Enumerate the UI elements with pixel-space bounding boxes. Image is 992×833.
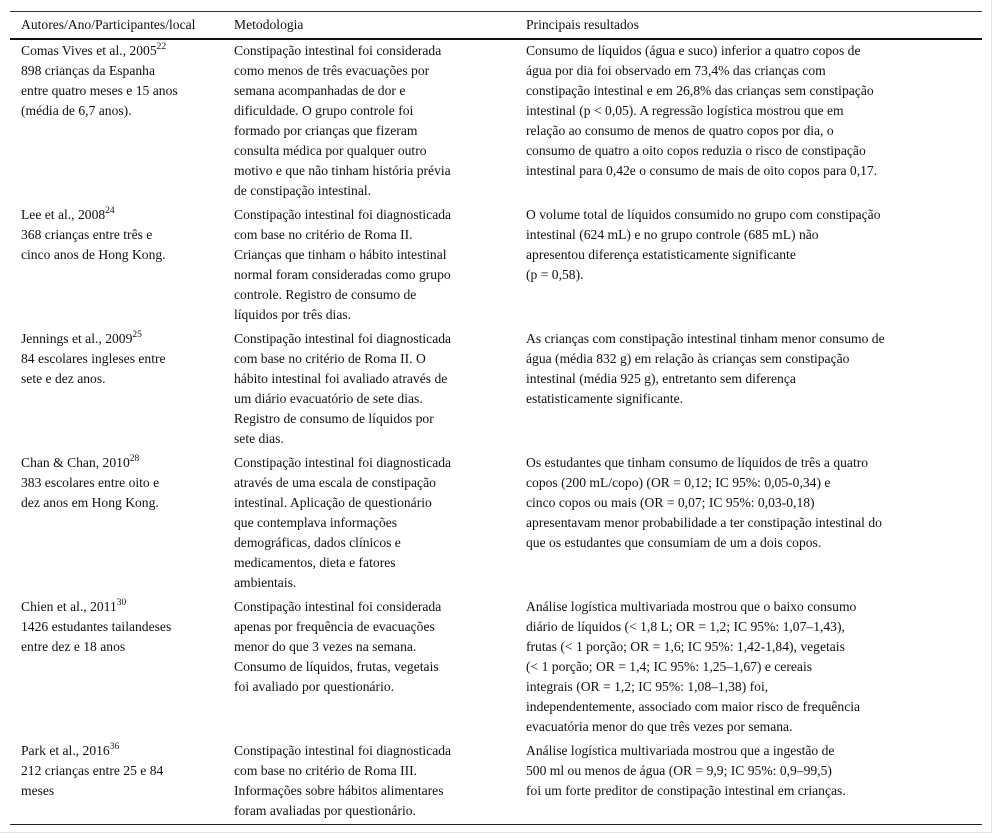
results-line: apresentavam menor probabilidade a ter constipação intestinal do	[526, 515, 882, 530]
author-name: Chan & Chan, 2010	[21, 455, 130, 470]
participants-line: 84 escolares ingleses entre	[21, 351, 166, 366]
header-results: Principais resultados	[526, 17, 639, 32]
cell-authors	[10, 329, 234, 449]
results-line: 500 ml ou menos de água (OR = 9,9; IC 95%: 0,9–99,5)	[526, 763, 832, 778]
method-line: com base no critério de Roma III.	[234, 763, 418, 778]
results-line: foi um forte preditor de constipação intestinal em crianças.	[526, 783, 846, 798]
results-line: estatisticamente significante.	[526, 391, 684, 406]
cell-methodology	[234, 597, 526, 737]
participants-line: meses	[21, 783, 55, 798]
table-body	[10, 40, 982, 824]
results-line: consumo de quatro a oito copos reduzia o risco de constipação	[526, 143, 866, 158]
cell-results	[526, 41, 982, 201]
method-line: formado por crianças que fizeram	[234, 123, 418, 138]
cell-methodology	[234, 453, 526, 593]
author-citation	[21, 329, 234, 349]
participants-line: cinco anos de Hong Kong.	[21, 247, 166, 262]
cell-methodology	[234, 205, 526, 325]
results-line: que os estudantes que consumiam de um a dois copos.	[526, 535, 822, 550]
results-line: frutas (< 1 porção; OR = 1,6; IC 95%: 1,42-1,84), vegetais	[526, 639, 845, 654]
table-row	[10, 740, 982, 824]
table-row	[10, 328, 982, 452]
reference-number: 24	[105, 206, 115, 216]
participants-line: sete e dez anos.	[21, 371, 106, 386]
cell-authors	[10, 205, 234, 325]
author-name: Lee et al., 2008	[21, 207, 106, 222]
method-line: intestinal. Aplicação de questionário	[234, 495, 432, 510]
table-header	[10, 12, 982, 40]
results-line: Análise logística multivariada mostrou que o baixo consumo	[526, 599, 857, 614]
method-line: Consumo de líquidos, frutas, vegetais	[234, 659, 439, 674]
reference-number: 30	[116, 598, 127, 608]
author-citation	[21, 205, 234, 225]
reference-number: 28	[129, 454, 140, 464]
participants-line: 898 crianças da Espanha	[21, 63, 155, 78]
results-line: relação ao consumo de menos de quatro copos por dia, o	[526, 123, 834, 138]
results-line: intestinal para 0,42e o consumo de mais de oito copos para 0,17.	[526, 163, 878, 178]
cell-authors	[10, 453, 234, 593]
method-line: com base no critério de Roma II.	[234, 227, 413, 242]
author-citation	[21, 597, 234, 617]
method-line: normal foram consideradas como grupo	[234, 267, 451, 282]
method-line: que contemplava informações	[234, 515, 398, 530]
results-line: (< 1 porção; OR = 1,4; IC 95%: 1,25–1,67) e cereais	[526, 659, 813, 674]
method-line: dificuldade. O grupo controle foi	[234, 103, 414, 118]
table-row	[10, 452, 982, 596]
method-line: Informações sobre hábitos alimentares	[234, 783, 444, 798]
author-name: Comas Vives et al., 2005	[21, 43, 157, 58]
participants-line: 212 crianças entre 25 e 84	[21, 763, 164, 778]
results-line: apresentou diferença estatisticamente significante	[526, 247, 796, 262]
header-authors: Autores/Ano/Participantes/local	[21, 17, 196, 32]
method-line: Constipação intestinal foi diagnosticada	[234, 743, 452, 758]
author-name: Chien et al., 2011	[21, 599, 117, 614]
results-line: constipação intestinal e em 26,8% das crianças sem constipação	[526, 83, 874, 98]
cell-methodology	[234, 41, 526, 201]
cell-results	[526, 329, 982, 449]
results-line: integrais (OR = 1,2; IC 95%: 1,08–1,38) foi,	[526, 679, 769, 694]
method-line: hábito intestinal foi avaliado através de	[234, 371, 448, 386]
method-line: líquidos por três dias.	[234, 307, 352, 322]
table-row	[10, 204, 982, 328]
method-line: Constipação intestinal foi diagnosticada	[234, 207, 452, 222]
table-row	[10, 40, 982, 204]
method-line: Constipação intestinal foi considerada	[234, 599, 442, 614]
reference-number: 25	[132, 330, 142, 340]
method-line: de constipação intestinal.	[234, 183, 372, 198]
results-line: Análise logística multivariada mostrou que a ingestão de	[526, 743, 835, 758]
results-line: cinco copos ou mais (OR = 0,07; IC 95%: 0,03-0,18)	[526, 495, 815, 510]
method-line: com base no critério de Roma II. O	[234, 351, 426, 366]
results-line: As crianças com constipação intestinal tinham menor consumo de	[526, 331, 885, 346]
participants-line: 368 crianças entre três e	[21, 227, 153, 242]
results-line: copos (200 mL/copo) (OR = 0,12; IC 95%: 0,05-0,34) e	[526, 475, 831, 490]
results-line: intestinal (média 925 g), entretanto sem diferença	[526, 371, 796, 386]
method-line: como menos de três evacuações por	[234, 63, 430, 78]
results-line: diário de líquidos (< 1,8 L; OR = 1,2; IC 95%: 1,07–1,43),	[526, 619, 845, 634]
cell-methodology	[234, 329, 526, 449]
cell-results	[526, 597, 982, 737]
method-line: Constipação intestinal foi considerada	[234, 43, 442, 58]
method-line: menor do que 3 vezes na semana.	[234, 639, 417, 654]
method-line: medicamentos, dieta e fatores	[234, 555, 396, 570]
method-line: foi avaliado por questionário.	[234, 679, 395, 694]
cell-results	[526, 205, 982, 325]
method-line: semana acompanhadas de dor e	[234, 83, 406, 98]
results-line: intestinal (624 mL) e no grupo controle (685 mL) não	[526, 227, 819, 242]
cell-results	[526, 741, 982, 821]
cell-authors	[10, 741, 234, 821]
participants-line: 383 escolares entre oito e	[21, 475, 160, 490]
method-line: ambientais.	[234, 575, 297, 590]
participants-line: entre dez e 18 anos	[21, 639, 126, 654]
results-line: água (média 832 g) em relação às crianças sem constipação	[526, 351, 850, 366]
results-line: Consumo de líquidos (água e suco) inferior a quatro copos de	[526, 43, 861, 58]
results-line: evacuatória menor do que três vezes por semana.	[526, 719, 793, 734]
results-line: independentemente, associado com maior risco de frequência	[526, 699, 861, 714]
cell-authors	[10, 41, 234, 201]
author-name: Park et al., 2016	[21, 743, 110, 758]
author-name: Jennings et al., 2009	[21, 331, 133, 346]
reference-number: 22	[156, 42, 167, 52]
results-line: água por dia foi observado em 73,4% das crianças com	[526, 63, 826, 78]
method-line: consulta médica por qualquer outro	[234, 143, 427, 158]
method-line: um diário evacuatório de sete dias.	[234, 391, 423, 406]
method-line: foram avaliadas por questionário.	[234, 803, 416, 818]
reference-number: 36	[109, 742, 120, 752]
author-citation	[21, 453, 234, 473]
table-row	[10, 596, 982, 740]
method-line: demográficas, dados clínicos e	[234, 535, 401, 550]
participants-line: (média de 6,7 anos).	[21, 103, 132, 118]
method-line: Crianças que tinham o hábito intestinal	[234, 247, 447, 262]
method-line: Constipação intestinal foi diagnosticada	[234, 331, 452, 346]
results-line: Os estudantes que tinham consumo de líquidos de três a quatro	[526, 455, 869, 470]
results-line: O volume total de líquidos consumido no grupo com constipação	[526, 207, 881, 222]
results-table	[10, 11, 982, 825]
header-methodology: Metodologia	[234, 17, 304, 32]
method-line: apenas por frequência de evacuações	[234, 619, 435, 634]
cell-authors	[10, 597, 234, 737]
cell-methodology	[234, 741, 526, 821]
participants-line: 1426 estudantes tailandeses	[21, 619, 172, 634]
author-citation	[21, 741, 234, 761]
method-line: Constipação intestinal foi diagnosticada	[234, 455, 452, 470]
method-line: controle. Registro de consumo de	[234, 287, 417, 302]
method-line: Registro de consumo de líquidos por	[234, 411, 434, 426]
cell-results	[526, 453, 982, 593]
method-line: motivo e que não tinham história prévia	[234, 163, 451, 178]
results-line: intestinal (p < 0,05). A regressão logística mostrou que em	[526, 103, 844, 118]
results-line: (p = 0,58).	[526, 267, 584, 282]
author-citation	[21, 41, 234, 61]
method-line: através de uma escala de constipação	[234, 475, 436, 490]
method-line: sete dias.	[234, 431, 284, 446]
participants-line: dez anos em Hong Kong.	[21, 495, 159, 510]
participants-line: entre quatro meses e 15 anos	[21, 83, 178, 98]
